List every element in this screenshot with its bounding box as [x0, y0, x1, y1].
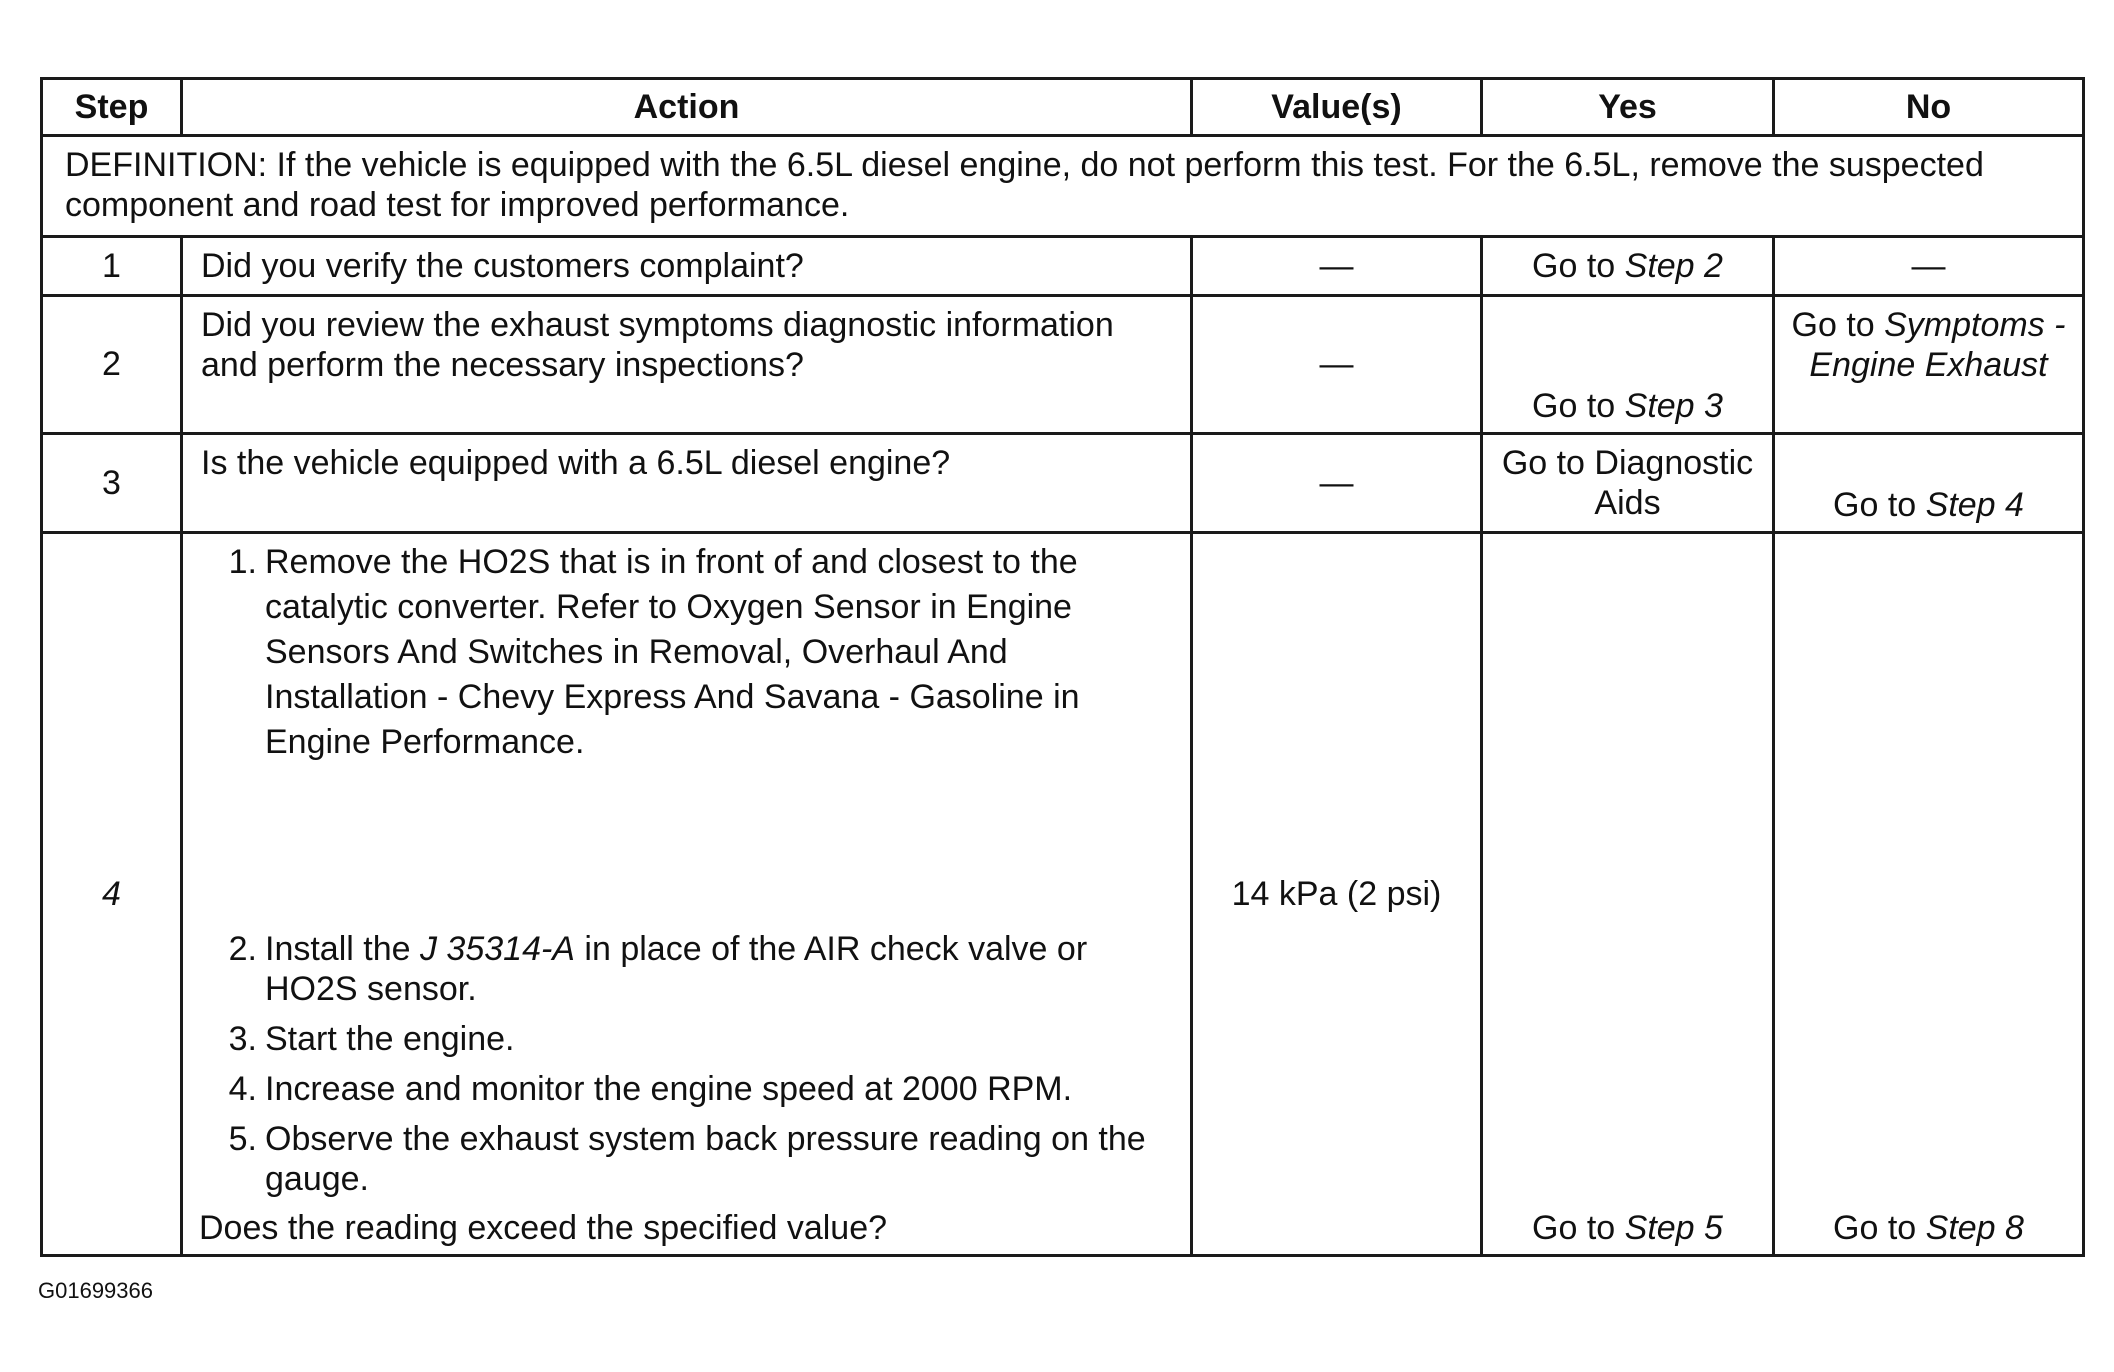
list-item: 3. Start the engine.	[228, 1020, 515, 1058]
table-row	[42, 237, 2084, 296]
action-text: Did you verify the customers complaint?	[182, 237, 1192, 296]
table-row	[42, 434, 2084, 533]
list-item: 4. Increase and monitor the engine speed at 2000 RPM.	[228, 1070, 1073, 1108]
value-cell: —	[1192, 237, 1482, 296]
yes-step-link[interactable]: Step 2	[1624, 246, 1723, 285]
step-number: 4	[42, 533, 182, 1256]
list-item: 1. Remove the HO2S that is in front of and closest to the catalytic converter. Refer to Oxygen Sensor in Engine Sensors And Switches in Removal, Overhaul And Installation - Chevy Express And Savana - Gasoline in Engine Performance.	[228, 543, 1080, 761]
table-row	[42, 296, 2084, 434]
list-item: 5. Observe the exhaust system back pressure reading on the gauge.	[228, 1120, 1146, 1198]
value-cell: —	[1192, 296, 1482, 434]
yes-cell	[1482, 237, 1774, 296]
substep-list-bottom	[183, 929, 1178, 1199]
value-cell: 14 kPa (2 psi)	[1192, 533, 1482, 1256]
figure-id: G01699366	[38, 1278, 153, 1303]
yes-cell	[1482, 296, 1774, 434]
no-cell	[1774, 533, 2084, 1256]
tool-reference: J 35314-A	[419, 930, 575, 968]
no-prefix: Go to	[1833, 486, 1926, 524]
yes-prefix: Go to	[1532, 246, 1625, 285]
header-yes: Yes	[1482, 79, 1774, 136]
list-item: 2. Install the J 35314-A in place of the AIR check valve or HO2S sensor.	[228, 930, 1088, 1008]
action-cell	[182, 533, 1192, 1256]
diagnostic-table	[40, 77, 2085, 1257]
yes-step-link[interactable]: Step 3	[1624, 387, 1723, 425]
step-number: 2	[42, 296, 182, 434]
yes-cell	[1482, 533, 1774, 1256]
no-cell	[1774, 434, 2084, 533]
step-question: Does the reading exceed the specified value?	[199, 1209, 888, 1247]
action-text: Is the vehicle equipped with a 6.5L diesel engine?	[182, 434, 1192, 533]
table-row	[42, 533, 2084, 1256]
no-prefix: Go to	[1791, 306, 1885, 344]
yes-prefix: Go to	[1532, 1209, 1625, 1247]
definition-row	[42, 136, 2084, 237]
no-cell: —	[1774, 237, 2084, 296]
header-step: Step	[42, 79, 182, 136]
action-text: Did you review the exhaust symptoms diagnostic information and perform the necessary inspections?	[182, 296, 1192, 434]
no-prefix: Go to	[1833, 1209, 1926, 1247]
step-number: 1	[42, 237, 182, 296]
definition-text: DEFINITION: If the vehicle is equipped with the 6.5L diesel engine, do not perform this test. For the 6.5L, remove the suspected component and road test for improved performance.	[42, 136, 2084, 237]
yes-cell[interactable]: Go to Diagnostic Aids	[1482, 434, 1774, 533]
yes-step-link[interactable]: Step 5	[1624, 1209, 1723, 1247]
value-cell: —	[1192, 434, 1482, 533]
no-symptoms-link[interactable]: Symptoms - Engine Exhaust	[1809, 306, 2066, 384]
no-cell	[1774, 296, 2084, 434]
no-step-link[interactable]: Step 4	[1925, 486, 2024, 524]
header-no: No	[1774, 79, 2084, 136]
substep-list-top	[183, 540, 1178, 765]
header-action: Action	[182, 79, 1192, 136]
no-step-link[interactable]: Step 8	[1925, 1209, 2024, 1247]
header-values: Value(s)	[1192, 79, 1482, 136]
yes-prefix: Go to	[1532, 387, 1625, 425]
header-row	[42, 79, 2084, 136]
step-number: 3	[42, 434, 182, 533]
